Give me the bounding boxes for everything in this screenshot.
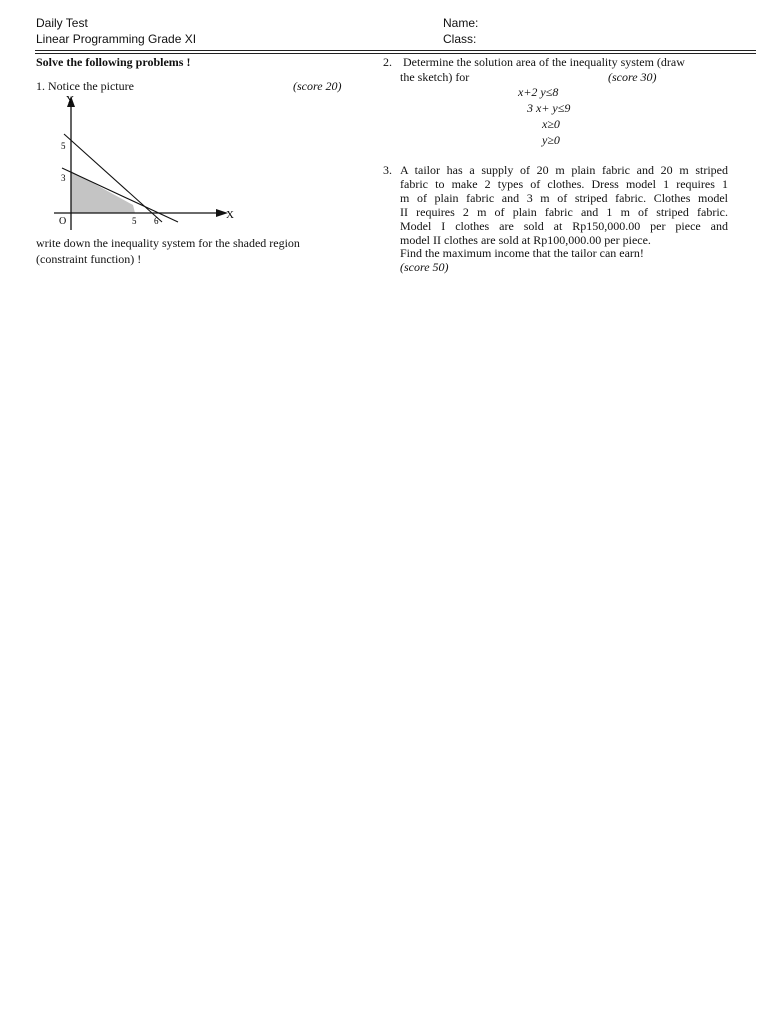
- question-3-line-6: model II clothes are sold at Rp100,000.00 per piece.: [400, 233, 651, 247]
- question-3-line-7: Find the maximum income that the tailor can earn!: [400, 246, 644, 260]
- x-tick-6: 6: [154, 216, 159, 226]
- question-2-score: (score 30): [608, 70, 657, 84]
- question-1-text: 1. Notice the picture: [36, 79, 134, 93]
- question-3-line-4: II requires 2 m of plain fabric and 1 m of striped fabric.: [400, 205, 728, 219]
- question-3-line-3: m of plain fabric and 3 m of striped fabric. Clothes model: [400, 191, 728, 205]
- y-tick-3: 3: [61, 173, 66, 183]
- inequality-3: x≥0: [542, 117, 560, 131]
- header-rule-bottom: [35, 53, 756, 54]
- y-axis-label: Y: [66, 94, 74, 106]
- question-1-instruction-line-2: (constraint function) !: [36, 252, 142, 266]
- question-1-graph: [50, 92, 240, 232]
- question-3-line-2: fabric to make 2 types of clothes. Dress model 1 requires 1: [400, 177, 728, 191]
- name-label: Name:: [443, 16, 479, 30]
- question-2-line-1: Determine the solution area of the inequality system (draw: [403, 55, 685, 69]
- y-tick-5: 5: [61, 141, 66, 151]
- test-subtitle: Linear Programming Grade XI: [36, 32, 197, 46]
- inequality-1: x+2 y≤8: [518, 85, 559, 99]
- origin-label: O: [59, 216, 67, 227]
- inequality-4: y≥0: [542, 133, 560, 147]
- question-1-instruction-line-1: write down the inequality system for the shaded region: [36, 236, 300, 250]
- class-label: Class:: [443, 32, 477, 46]
- question-3-line-5: Model I clothes are sold at Rp150,000.00 per piece and: [400, 219, 728, 233]
- header-rule-top: [35, 50, 756, 51]
- question-3-line-1: A tailor has a supply of 20 m plain fabric and 20 m striped: [400, 163, 728, 177]
- question-3-score: (score 50): [400, 260, 449, 274]
- question-2-line-2: the sketch) for: [400, 70, 470, 84]
- x-axis-label: X: [226, 209, 234, 221]
- shaded-region: [71, 171, 135, 213]
- question-1-score: (score 20): [293, 79, 342, 93]
- instructions-heading: Solve the following problems !: [36, 55, 191, 69]
- inequality-2: 3 x+ y≤9: [527, 101, 571, 115]
- question-2-number: 2.: [383, 55, 392, 69]
- x-tick-5: 5: [132, 216, 137, 226]
- question-3-number: 3.: [383, 163, 392, 177]
- test-title: Daily Test: [36, 16, 88, 30]
